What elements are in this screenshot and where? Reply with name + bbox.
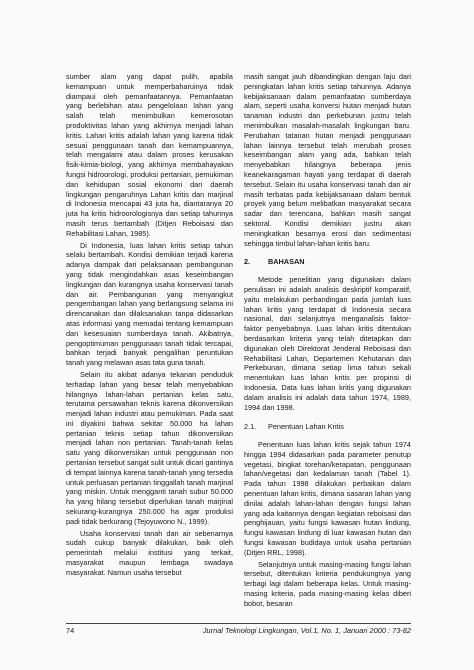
journal-citation: Jurnal Teknologi Lingkungan, Vol.1, No. 1, Januari 2000 : 73-82 <box>202 626 411 635</box>
section-number: 2. <box>244 257 251 267</box>
page-footer <box>66 626 411 635</box>
left-paragraph-2: Di Indonesia, luas lahan kritis setiap tahun selalu bertambah. Kondisi demikian terjadi karena adanya dampak dari pelaksanaan pembangunan yang tidak mengindahkan asas keseimbangan lingkungan dan kurangnya usaha konservasi tanah dan air. Pembangunan yang menyangkut pengembangan lahan yang berlangsung selama ini direncanakan dan dilaksanakan tanpa didasarkan atas informasi yang memadai tentang kemampuan dan kesesuaian sumberdaya tanah. Akibatnya, pengoptimuman penggunaan tanah tidak tercapai, bahkan terjadi banyak pengalihan peruntukan tanah yang melawan asas tata guna tanah. <box>66 240 233 368</box>
left-paragraph-3: Selain itu akibat adanya tekanan penduduk terhadap lahan yang besar telah menyebabkan hilangnya lahan-lahan pertanian kelas satu, terutama persawahan teknis karena dikonversikan menjadi lahan industri atau pemukiman. Pada saat ini diyakini bahwa sekitar 50.000 ha lahan pertanian teknis setiap tahun dikonversikan menjadi lahan non pertanian. Tanah-tanah kelas satu yang dikonversikan untuk penggunaan non pertanian tersebut sangat sulit untuk dicari gantinya di tempat lainnya karena tanah-tanah yang tersedia untuk perluasan pertanian tinggallah tanah marjinal yang miskin. Untuk mengganti tanah subur 50.000 ha yang hilang tersebut diperlukan tanah marjinal sekurang-kurangnya 250.000 ha agar produksi padi tidak berkurang (Tejoyuwono N., 1999). <box>66 369 233 526</box>
left-paragraph-4: Usaha konservasi tanah dan air sebenarnya sudah cukup banyak dilakukan, baik oleh pemerintah melalui institusi yang terkait, masyarakat maupun lembaga swadaya masyarakat. Namun usaha tersebut <box>66 528 233 577</box>
subsection-title: Penentuan Lahan Kritis <box>268 422 344 432</box>
right-paragraph-1: masih sangat jauh dibandingkan dengan laju dari peningkatan lahan kritis setiap tahunnya. Adanya kebijaksanaan dalam pemanfaatan sumberdaya alam, seperti usaha konversi hutan menjadi hutan tanaman industri dan perkebunan justru telah menimbulkan masalah-masalah lingkungan baru. Perubahan tatanan hutan menjadi penggunaan lahan lainnya tersebut telah merubah proses keseimbangan alam yang ada, bahkan telah menyebabkan hilangnya beberapa jenis keanekaragaman hayati yang terdapat di daerah tersebut. Selain itu usaha konservasi tanah dan air masih terbatas pada kebijaksanaan dalam bentuk proyek yang belum melibatkan masyarakat secara sadar dan terencana, bahkan masih sangat sektoral. Kondisi demikian justru akan meningkatkan besarnya erosi dan sedimentasi sehingga timbul lahan-lahan kritis baru. <box>244 72 411 248</box>
page-number: 74 <box>66 626 75 635</box>
left-column <box>66 72 233 578</box>
left-paragraph-1: sumber alam yang dapat pulih, apabila kemampuan untuk memperbaharuinya tidak diampaui oleh pemanfaatannya. Pemanfaatan yang berlebihan atau pengelolaan lahan yang salah telah menimbulkan kemerosotan produktivitas lahan yang akhirnya menjadi lahan kritis. Lahan kritis adalah lahan yang karena tidak sesuai penggunaan tanah dan kemampuannya, telah mengalami atau dalam proses kerusakan fisik-kimia-biologi, yang akhirnya membahayakan fungsi hidroorologi, produksi pertanian, pemukiman dan kehidupan sosial ekonomi dari daerah lingkungan pengaruhnya Lahan kritis dan marjinal di Indonesia mencapai 43 juta ha, diantaranya 20 juta ha kritis hidroorologisnya dan setiap tahunnya masih terus bertambah (Ditjen Reboisasi dan Rehabilitasi Lahan, 1985). <box>66 72 233 238</box>
subsection-number: 2.1. <box>244 422 257 432</box>
subsection-paragraph-1: Penentuan luas lahan kritis sejak tahun 1974 hingga 1994 didasarkan pada parameter penutup vegetasi, bingkat torehan/kerapatan, penggunaan lahan/vegetasi dan kedalaman tanah (Tabel 1). Pada tahun 1998 dilakukan perbaikan dalam penentuan lahan kritis, dimana sasaran lahan yang dinilai adalah lahan-lahan dengan fungsi lahan yang ada kaitannya dengan kegiatan reboisasi dan penghijauan, yaitu fungsi kawasan hutan lindung, fungsi kawasan lindung di luar kawasan hutan dan fungsi kawasan budidaya untuk usaha pertanian (Ditjen RRL, 1998). <box>244 440 411 557</box>
footer-divider <box>66 623 411 624</box>
section-heading <box>244 257 411 267</box>
right-column <box>244 72 411 609</box>
section-title: BAHASAN <box>268 257 305 267</box>
subsection-paragraph-2: Selanjutnya untuk masing-masing fungsi lahan tersebut, ditentukan kriteria pendukungnya yang terbagi lagi dalam beberapa kelas. Untuk masing-masing kriteria, pada masing-masing kelas diberi bobot, besaran <box>244 559 411 608</box>
subsection-heading <box>244 422 411 432</box>
section-paragraph-1: Metode penelitian yang digunakan dalam penulisan ini adalah analisis deskriptif komparatif, yaitu melakukan perbandingan pada jumlah luas lahan kritis yang terdapat di Indonesia secara nasional, dan selanjutnya menganalisis faktor-faktor penyebabnya. Luas lahan kritis ditentukan berdasarkan kriteria yang telah ditetapkan dan digunakan oleh Direktorat Jenderal Reboisasi dan Rehabilitasi Lahan, Departemen Kehutanan dan Perkebunan, dimana setiap lima tahun sekali menentukan luas lahan kritis per propinsi di Indonesia. Data luas lahan kritis yang digunakan dalam analisis ini adalah data tahun 1974, 1989, 1994 dan 1998. <box>244 275 411 412</box>
